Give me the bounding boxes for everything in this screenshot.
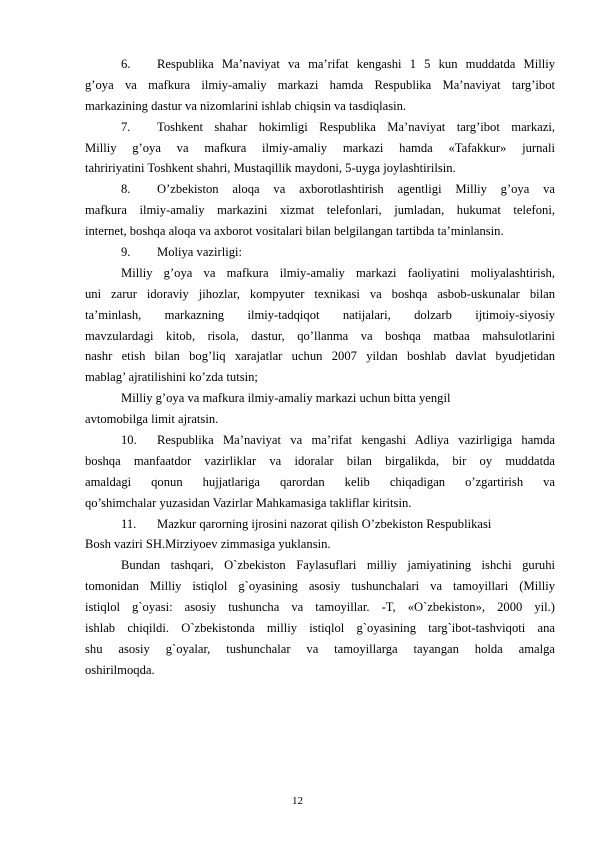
final-paragraph-line-last: oshirilmoqda. [85,662,155,677]
page-number: 12 [292,795,303,807]
item-10-line: amaldagi qonun hujjatlariga qarordan kelib chiqadigan o’zgartirish va [85,474,555,489]
item-8-first-line [85,179,555,200]
final-paragraph-line: istiqlol g`oyasi: asosiy tushuncha va tamoyillar. -T, «O`zbekiston», 2000 yil.) [85,600,555,615]
item-6-number: 6. [121,57,131,71]
moliya-paragraph-line: uni zarur idoraviy jihozlar, kompyuter texnikasi va boshqa asbob-uskunalar bilan [85,286,555,301]
item-7-first-line [85,117,555,138]
document-page [85,54,555,681]
avto-paragraph-line: Milliy g’oya va mafkura ilmiy-amaliy markazi uchun bitta yengil [121,391,451,406]
item-6-line: g’oya va mafkura ilmiy-amaliy markazi hamda Respublika Ma’naviyat targ’ibot [85,77,555,92]
final-paragraph-line: ishlab chiqildi. O`zbekistonda milliy istiqlol g`oyasining targ`ibot-tashviqoti ana [85,621,555,636]
item-6-first-line [85,54,555,75]
moliya-paragraph-line: ta’minlash, markazning ilmiy-tadqiqot natijalari, dolzarb ijtimoiy-siyosiy [85,307,555,322]
item-7-line: Milliy g’oya va mafkura ilmiy-amaliy markazi hamda «Tafakkur» jurnali [85,140,555,155]
final-paragraph-line: Bundan tashqari, O`zbekiston Faylasuflari milliy jamiyatining ishchi guruhi [121,558,555,573]
item-6-line-last: markazining dastur va nizomlarini ishlab chiqsin va tasdiqlasin. [85,98,407,113]
item-11-text: Mazkur qarorning ijrosini nazorat qilish O’zbekiston Respublikasi [157,516,492,531]
item-9-number: 9. [121,245,131,260]
moliya-paragraph-line: Milliy g’oya va mafkura ilmiy-amaliy markazi faoliyatini moliyalashtirish, [121,265,555,280]
item-11-number: 11. [121,516,137,531]
moliya-paragraph-line-last: mablag’ ajratilishini ko’zda tutsin; [85,370,258,385]
item-7-text: Toshkent shahar hokimligi Respublika Ma’naviyat targ’ibot markazi, [157,119,555,134]
item-7-line-last: tahririyatini Toshkent shahri, Mustaqillik maydoni, 5-uyga joylashtirilsin. [85,161,456,176]
item-9-text: Moliya vazirligi: [157,245,242,260]
item-9-first-line [85,242,555,263]
moliya-paragraph-line: nashr etish bilan bog’liq xarajatlar uchun 2007 yildan boshlab davlat byudjetidan [85,349,555,364]
item-10-first-line [85,430,555,451]
item-10-line: boshqa manfaatdor vazirliklar va idoralar bilan birgalikda, bir oy muddatda [85,453,555,468]
moliya-paragraph-line: mavzulardagi kitob, risola, dastur, qo’llanma va boshqa matbaa mahsulotlarini [85,328,555,343]
item-8-line-last: internet, boshqa aloqa va axborot vositalari bilan belgilangan tartibda ta’minlansin. [85,224,504,239]
item-10-text: Respublika Ma’naviyat va ma’rifat kengashi Adliya vazirligiga hamda [157,433,555,448]
item-8-line: mafkura ilmiy-amaliy markazini xizmat telefonlari, jumladan, hukumat telefoni, [85,203,555,218]
item-10-number: 10. [121,433,137,448]
final-paragraph-line: shu asosiy g`oyalar, tushunchalar va tamoyillarga tayangan holda amalga [85,641,555,656]
item-11-line-last: Bosh vaziri SH.Mirziyoev zimmasiga yuklansin. [85,537,331,552]
item-7-number: 7. [121,119,131,134]
avto-paragraph-line-last: avtomobilga limit ajratsin. [85,412,219,427]
item-11-first-line [85,514,555,535]
item-8-number: 8. [121,182,131,197]
item-8-text: O’zbekiston aloqa va axborotlashtirish agentligi Milliy g’oya va [157,182,555,197]
final-paragraph-line: tomonidan Milliy istiqlol g`oyasining asosiy tushunchalari va tamoyillari (Milliy [85,579,555,594]
item-6-text: Respublika Ma’naviyat va ma’rifat kengashi 1 5 kun muddatda Milliy [157,57,555,71]
item-10-line-last: qo’shimchalar yuzasidan Vazirlar Mahkamasiga takliflar kiritsin. [85,495,412,510]
